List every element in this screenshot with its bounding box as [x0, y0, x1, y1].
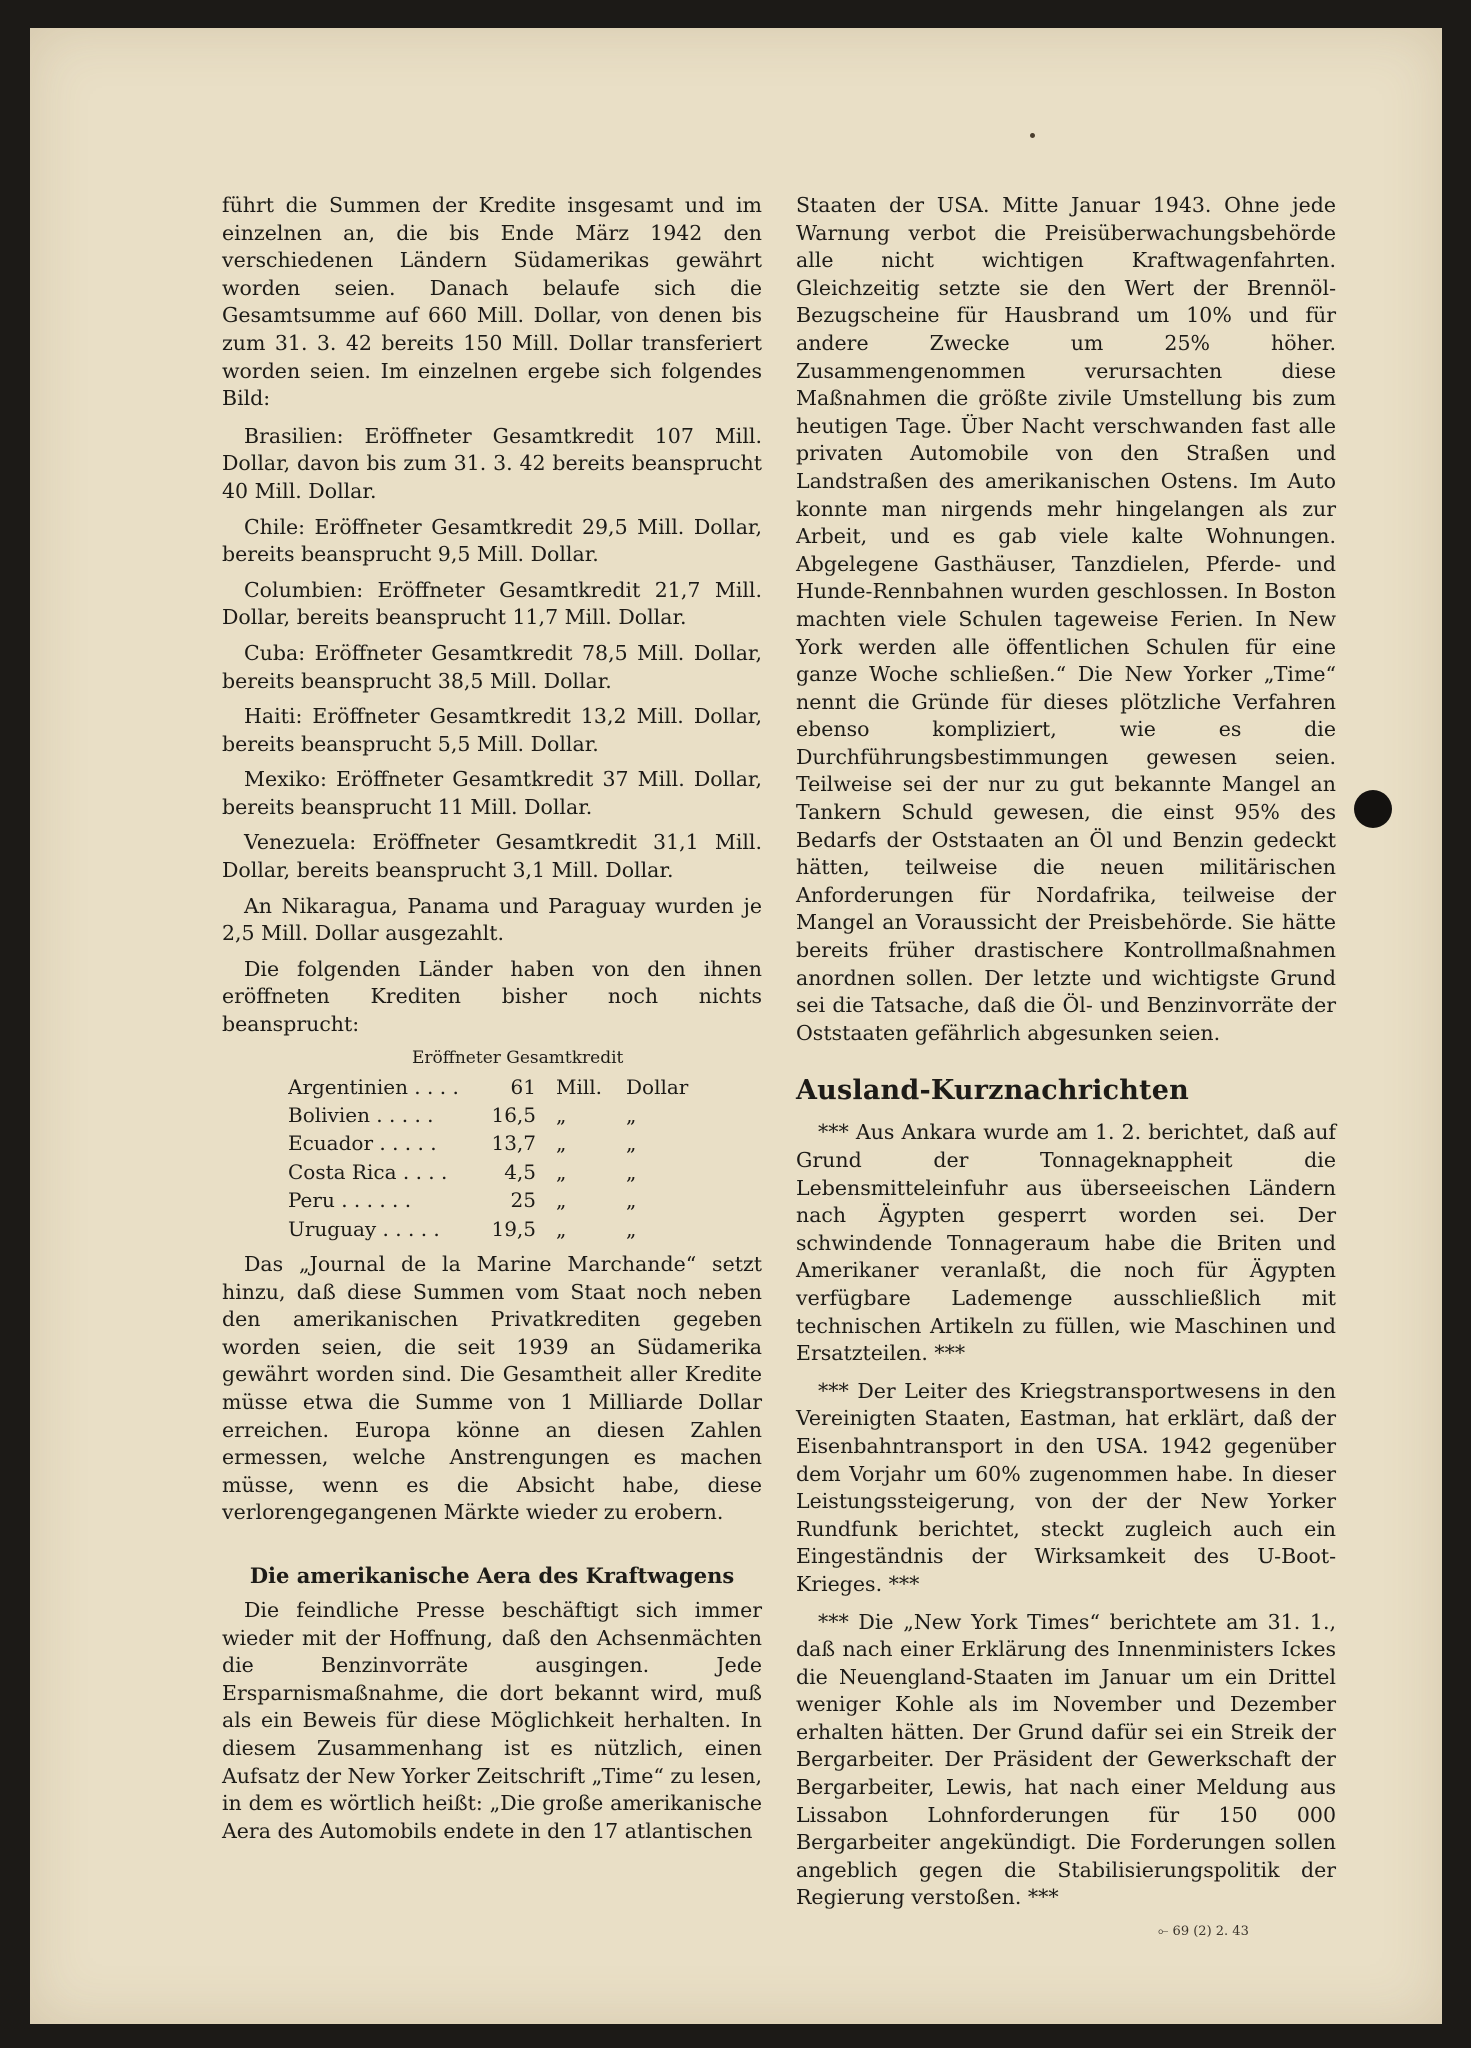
- table-cell-country: Costa Rica . . . .: [288, 1159, 448, 1184]
- document-page: [30, 28, 1442, 2024]
- table-cell-currency: „: [626, 1103, 637, 1128]
- table-row: [222, 1186, 762, 1214]
- section-heading-kurznachrichten: Ausland-Kurznachrichten: [796, 1075, 1189, 1107]
- credit-table: [222, 1043, 762, 1243]
- table-row: [222, 1215, 762, 1243]
- table-cell-value: 16,5: [491, 1103, 536, 1128]
- credit-table-header: Eröffneter Gesamtkredit: [412, 1047, 624, 1068]
- table-cell-currency: „: [626, 1131, 637, 1156]
- table-cell-country: Argentinien . . . .: [288, 1074, 459, 1099]
- section-heading-kraftwagen: Die amerikanische Aera des Kraftwagens: [249, 1563, 735, 1588]
- table-cell-unit: „: [556, 1131, 567, 1156]
- table-cell-unit: „: [556, 1216, 567, 1241]
- news-item: *** Aus Ankara wurde am 1. 2. berichtet, daß auf Grund der Tonnageknappheit die Lebensmitteleinfuhr aus überseeischen Ländern nach Ägypten gesperrt worden sei. Der schwindende Tonnageraum habe die Briten und Amerikaner veranlaßt, die noch für Ägypten verfügbare Lademenge ausschließlich mit technischen Artikeln zu füllen, wie Maschinen und Ersatzteilen. ***: [796, 1120, 1336, 1366]
- table-cell-value: 25: [510, 1188, 536, 1213]
- country-entry: Columbien: Eröffneter Gesamtkredit 21,7 Mill. Dollar, bereits beansprucht 11,7 Mill. Dollar.: [222, 577, 762, 630]
- country-entry: Mexiko: Eröffneter Gesamtkredit 37 Mill. Dollar, bereits beansprucht 11 Mill. Dollar.: [222, 767, 762, 819]
- continuation-paragraph: Staaten der USA. Mitte Januar 1943. Ohne jede Warnung verbot die Preisüberwachungsbehörde alle nicht wichtigen Kraftwagenfahrten. Gleichzeitig setzte sie den Wert der Brennöl-Bezugscheine für Hausbrand um 10% und für andere Zwecke um 25% höher. Zusammengenommen verursachten diese Maßnahmen die größte zivile Umstellung bis zum heutigen Tage. Über Nacht verschwanden fast alle privaten Automobile von den Straßen und Landstraßen des amerikanischen Ostens. Im Auto konnte man nirgends mehr hingelangen als zur Arbeit, und es gab viele kalte Wohnungen. Abgelegene Gasthäuser, Tanzdielen, Pferde- und Hunde-Rennbahnen wurden geschlossen. In Boston machten viele Schulen tageweise Ferien. In New York werden alle öffentlichen Schulen für eine ganze Woche schließen.“ Die New Yorker „Time“ nennt die Gründe für dieses plötzliche Verfahren ebenso kompliziert, wie es die Durchführungsbestimmungen gewesen seien. Teilweise sei der nur zu gut bekannte Mangel an Tankern Schuld gewesen, die einst 95% des Bedarfs der Oststaaten an Öl und Benzin gedeckt hätten, teilweise die neuen militärischen Anforderungen für Nordafrika, teilweise der Mangel an Voraussicht der Preisbehörde. Sie hätte bereits früher drastischere Kontrollmaßnahmen anordnen sollen. Der letzte und wichtigste Grund sei die Tatsache, daß die Öl- und Benzinvorräte der Oststaaten gefährlich abgesunken seien.: [796, 193, 1336, 1045]
- table-cell-currency: „: [626, 1188, 637, 1213]
- country-entry: Brasilien: Eröffneter Gesamtkredit 107 Mill. Dollar, davon bis zum 31. 3. 42 bereits beansprucht 40 Mill. Dollar.: [222, 423, 762, 503]
- table-cell-unit: „: [556, 1103, 567, 1128]
- table-cell-unit: Mill.: [556, 1074, 603, 1099]
- country-entry: Chile: Eröffneter Gesamtkredit 29,5 Mill. Dollar, bereits beansprucht 9,5 Mill. Dollar.: [222, 514, 762, 567]
- news-item: *** Der Leiter des Kriegstransportwesens in den Vereinigten Staaten, Eastman, hat erklärt, daß der Eisenbahntransport in den USA. 1942 gegenüber dem Vorjahr um 60% zugenommen habe. In dieser Leistungssteigerung, von der der New Yorker Rundfunk berichtet, steckt zugleich auch ein Eingeständnis der Wirksamkeit des U-Boot-Krieges. ***: [796, 1378, 1336, 1596]
- country-credit-list: [222, 423, 762, 948]
- table-cell-value: 4,5: [504, 1159, 536, 1184]
- table-cell-unit: „: [556, 1159, 567, 1184]
- right-column: [796, 192, 1336, 1922]
- table-cell-currency: „: [626, 1159, 637, 1184]
- table-cell-value: 61: [510, 1074, 536, 1099]
- journal-paragraph: Das „Journal de la Marine Marchande“ setzt hinzu, daß diese Summen vom Staat noch neben den amerikanischen Privatkrediten gegeben worden seien, die seit 1939 an Südamerika gewährt worden sind. Die Gesamtheit aller Kredite müsse etwa die Summe von 1 Milliarde Dollar erreichen. Europa könne an diesen Zahlen ermessen, welche Anstrengungen es machen müsse, wenn es die Absicht habe, diese verlorengegangenen Märkte wieder zu erobern.: [222, 1252, 762, 1525]
- table-row: [222, 1073, 762, 1101]
- table-cell-value: 19,5: [491, 1216, 536, 1241]
- print-mark-text: 69 (2) 2. 43: [1172, 1924, 1249, 1939]
- table-row: [222, 1158, 762, 1186]
- punch-hole: [1354, 790, 1392, 828]
- table-cell-value: 13,7: [491, 1131, 536, 1156]
- table-cell-currency: „: [626, 1216, 637, 1241]
- table-cell-country: Uruguay . . . . .: [288, 1216, 440, 1241]
- news-item: *** Die „New York Times“ berichtete am 31. 1., daß nach einer Erklärung des Innenministers Ickes die Neuengland-Staaten im Januar um ein Drittel weniger Kohle als im November und Dezember erhalten hätten. Der Grund dafür sei ein Streik der Bergarbeiter. Der Präsident der Gewerkschaft der Bergarbeiter, Lewis, hat nach einer Meldung aus Lissabon Lohnforderungen für 150 000 Bergarbeiter angekündigt. Die Forderungen sollen angeblich gegen die Stabilisierungspolitik der Regierung verstoßen. ***: [796, 1609, 1336, 1910]
- news-list: [796, 1119, 1336, 1912]
- print-mark-symbol-icon: ⟜: [1158, 1924, 1173, 1939]
- kraftwagen-paragraph: Die feindliche Presse beschäftigt sich immer wieder mit der Hoffnung, daß den Achsenmächten die Benzinvorräte ausgingen. Jede Ersparnismaßnahme, die dort bekannt wird, muß als ein Beweis für diese Möglichkeit herhalten. In diesem Zusammenhang ist es nützlich, einen Aufsatz der New Yorker Zeitschrift „Time“ zu lesen, in dem es wörtlich heißt: „Die große amerikanische Aera des Automobils endete in den 17 atlantischen: [222, 1598, 762, 1843]
- table-cell-country: Ecuador . . . . .: [288, 1131, 437, 1156]
- country-entry: Cuba: Eröffneter Gesamtkredit 78,5 Mill. Dollar, bereits beansprucht 38,5 Mill. Dollar.: [222, 640, 762, 693]
- country-entry: An Nikaragua, Panama und Paraguay wurden je 2,5 Mill. Dollar ausgezahlt.: [222, 893, 762, 946]
- table-cell-country: Peru . . . . . .: [288, 1188, 412, 1213]
- table-row: [222, 1129, 762, 1157]
- country-entry: Venezuela: Eröffneter Gesamtkredit 31,1 Mill. Dollar, bereits beansprucht 3,1 Mill. Dollar.: [222, 830, 762, 883]
- table-cell-country: Bolivien . . . . .: [288, 1103, 434, 1128]
- print-mark: [1158, 1924, 1249, 1939]
- unclaimed-intro: Die folgenden Länder haben von den ihnen eröffneten Krediten bisher noch nichts beansprucht:: [222, 956, 762, 1037]
- table-cell-unit: „: [556, 1188, 567, 1213]
- table-cell-currency: Dollar: [626, 1074, 689, 1099]
- paper-speck: [1030, 133, 1035, 138]
- country-entry: Haiti: Eröffneter Gesamtkredit 13,2 Mill. Dollar, bereits beansprucht 5,5 Mill. Dollar.: [222, 704, 762, 756]
- left-column: [222, 192, 762, 1845]
- intro-paragraph: führt die Summen der Kredite insgesamt und im einzelnen an, die bis Ende März 1942 den verschiedenen Ländern Südamerikas gewährt worden seien. Danach belaufe sich die Gesamtsumme auf 660 Mill. Dollar, von denen bis zum 31. 3. 42 bereits 150 Mill. Dollar transferiert worden seien. Im einzelnen ergebe sich folgendes Bild:: [222, 193, 762, 411]
- table-row: [222, 1101, 762, 1129]
